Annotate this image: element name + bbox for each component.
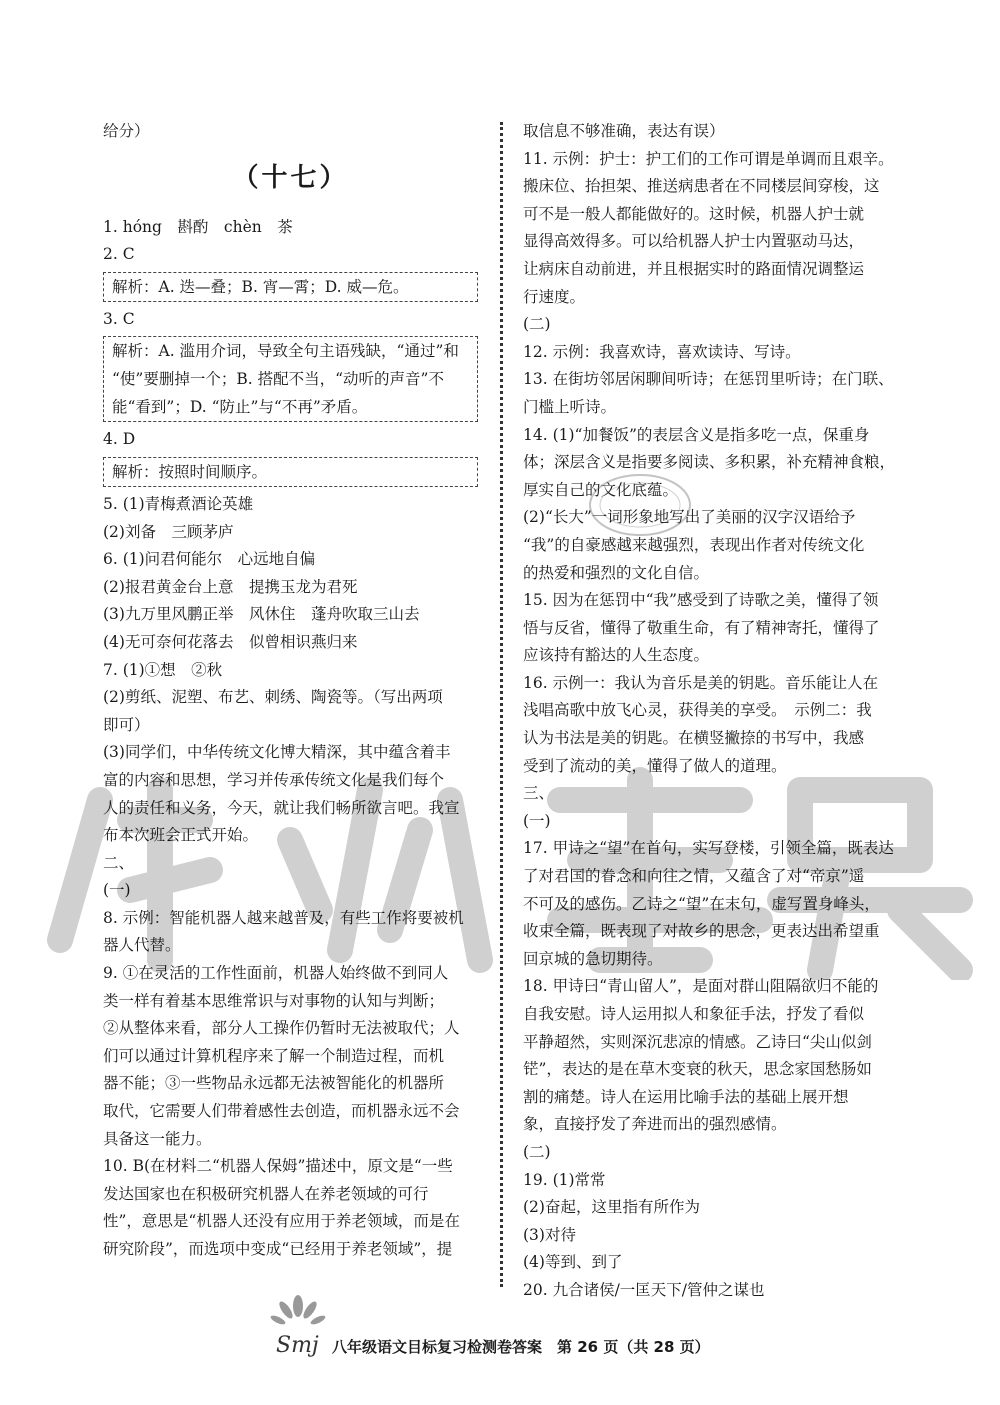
right-column [523,118,908,1305]
text-line: 可不是一般人都能做好的。这时候，机器人护士就 [523,204,865,223]
text-line: (2)“长大”一词形象地写出了美丽的汉字汉语给予 [523,508,856,527]
text-line: 的热爱和强烈的文化自信。 [523,563,710,582]
text-line: 类一样有着基本思维常识与对事物的认知与判断； [103,991,445,1010]
analysis-box-2 [103,272,478,302]
text-line: 9. ①在灵活的工作性面前，机器人始终做不到同人 [103,964,449,983]
text-line: 13. 在街坊邻居闲聊间听诗；在惩罚里听诗；在门联、 [523,370,894,389]
text-line: 6. (1)问君何能尔 心远地自偏 [103,550,316,569]
column-divider [500,122,503,1287]
text-line: 发达国家也在积极研究机器人在养老领域的可行 [103,1184,429,1203]
watermark-graphic [40,760,980,980]
analysis-box-3 [103,336,478,422]
text-line: 20. 九合诸侯/一匡天下/管仲之谋也 [523,1280,765,1299]
text-line: 15. 因为在惩罚中“我”感受到了诗歌之美，懂得了领 [523,591,879,610]
text-line: 割的痛楚。诗人在运用比喻手法的基础上展开想 [523,1087,849,1106]
section-title: （十七） [232,162,349,193]
analysis-box-4 [103,457,478,487]
text-line: (一) [103,881,131,900]
text-line: (2)奋起，这里指有所作为 [523,1198,700,1217]
text-line: 浅唱高歌中放飞心灵，获得美的享受。 示例二：我 [523,701,872,720]
text-line: 认为书法是美的钥匙。在横竖撇捺的书写中，我感 [523,729,865,748]
text-line: ②从整体来看，部分人工操作仍暂时无法被取代；人 [103,1019,460,1038]
text-line: 19. (1)常常 [523,1170,606,1189]
text-line: 布本次班会正式开始。 [103,826,259,845]
text-line: 了对君国的眷念和向往之情，又蕴含了对“帝京”遥 [523,867,865,886]
stamp-mark [585,470,695,540]
text-line: 行速度。 [523,287,586,306]
text-line: (3)同学们，中华传统文化博大精深，其中蕴含着丰 [103,743,451,762]
text-line: (3)对待 [523,1225,576,1244]
text-line: 应该持有豁达的人生态度。 [523,646,710,665]
text-line: 悟与反省，懂得了敬重生命，有了精神寄托，懂得了 [523,618,880,637]
text-line: (4)等到、到了 [523,1253,623,1272]
answer-4 [103,426,478,454]
text-line: 平静超然，实则深沉悲凉的情感。乙诗曰“尖山似剑 [523,1032,872,1051]
text-line: 器人代替。 [103,936,181,955]
text-line: 12. 示例：我喜欢诗，喜欢读诗、写诗。 [523,342,801,361]
text-line: 人的责任和义务，今天，就让我们畅所欲言吧。我宣 [103,798,460,817]
text-line: 能“看到”；D. “防止”与“不再”矛盾。 [112,398,368,417]
text-line: 研究阶段”，而选项中变成“已经用于养老领域”，提 [103,1240,453,1258]
text-line: 厚实自己的文化底蕴。 [523,480,679,499]
text-line: 让病床自动前进，并且根据实时的路面情况调整运 [523,259,865,278]
text-line: 7. (1)①想 ②秋 [103,660,223,679]
text-line: “我”的自豪感越来越强烈，表现出作者对传统文化 [523,535,865,554]
footer-text: 八年级语文目标复习检测卷答案 第 26 页（共 28 页） [332,1338,710,1356]
text-line: 取信息不够准确，表达有误） [523,122,725,140]
text-line: 搬床位、抬担架、推送病患者在不同楼层间穿梭，这 [523,177,880,196]
svg-text:Smj: Smj [276,1333,319,1358]
text-line: 2. C [103,245,135,264]
text-line: (二) [523,1142,551,1161]
left-column [103,118,478,1264]
text-line: 3. C [103,309,135,328]
text-line: 受到了流动的美，懂得了做人的道理。 [523,756,787,775]
text-line: 收束全篇，既表现了对故乡的思念，更表达出希望重 [523,922,880,941]
text-line: 14. (1)“加餐饭”的表层含义是指多吃一点，保重身 [523,425,870,444]
text-line: 11. 示例：护士：护工们的工作可谓是单调而且艰辛。 [523,149,894,168]
text-line: (二) [523,315,551,334]
text-line: (4)无可奈何花落去 似曾相识燕归来 [103,632,358,651]
text-line: 自我安慰。诗人运用拟人和象征手法，抒发了看似 [523,1005,865,1023]
answers-1-2 [103,214,478,269]
text-line: 体；深层含义是指要多阅读、多积累，补充精神食粮， [523,453,896,472]
text-line: 具备这一能力。 [103,1129,212,1148]
text-line: 们可以通过计算机程序来了解一个制造过程，而机 [103,1046,445,1065]
text-line: 门槛上听诗。 [523,397,617,416]
text-line: 17. 甲诗之“望”在首句，实写登楼，引领全篇，既表达 [523,839,894,858]
text-line: 铓”，表达的是在草木变衰的秋天，思念家国愁肠如 [523,1060,872,1079]
text-line: 8. 示例：智能机器人越来越普及，有些工作将要被机 [103,908,464,927]
page-footer [270,1292,790,1372]
left-top-lines [103,118,478,146]
text-line: 回京城的急切期待。 [523,949,663,968]
text-line: 象，直接抒发了奔进而出的强烈感情。 [523,1115,787,1134]
text-line: 解析：A. 滥用介词，导致全句主语残缺，“通过”和 [112,342,459,361]
text-line: 二、 [103,853,135,872]
text-line: 富的内容和思想，学习并传承传统文化是我们每个 [103,770,445,789]
text-line: (2)刘备 三顾茅庐 [103,522,234,541]
text-line: 不可及的感伤。乙诗之“望”在末句，虚写置身峰头， [523,894,880,913]
text-line: (2)报君黄金台上意 提携玉龙为君死 [103,577,358,596]
text-line: 性”，意思是“机器人还没有应用于养老领域，而是在 [103,1212,460,1231]
text-line: (2)剪纸、泥塑、布艺、刺绣、陶瓷等。（写出两项 [103,688,443,707]
text-line: (3)九万里风鹏正举 风休住 蓬舟吹取三山去 [103,605,420,624]
text-line: 给分） [103,122,150,140]
text-line: 显得高效得多。可以给机器人护士内置驱动马达， [523,232,865,251]
text-line: 16. 示例一：我认为音乐是美的钥匙。音乐能让人在 [523,673,879,692]
text-line: 取代，它需要人们带着感性去创造，而机器永远不会 [103,1102,460,1121]
answer-3 [103,306,478,334]
text-line: 18. 甲诗曰“青山留人”，是面对群山阻隔欲归不能的 [523,977,879,996]
text-line: 10. B(在材料二“机器人保姆”描述中，原文是“一些 [103,1157,453,1176]
text-line: “使”要删掉一个；B. 搭配不当，“动听的声音”不 [112,370,444,389]
text-line: 解析：A. 迭—叠；B. 宵—霄；D. 威—危。 [112,277,409,296]
text-line: 三、 [523,784,555,803]
text-line: (一) [523,811,551,830]
text-line: 4. D [103,430,136,449]
text-line: 器不能；③一些物品永远都无法被智能化的机器所 [103,1074,445,1093]
text-line: 解析：按照时间顺序。 [112,462,268,481]
logo-icon [270,1292,326,1362]
text-line: 1. hóng 斟酌 chèn 茶 [103,217,293,236]
text-line: 5. (1)青梅煮酒论英雄 [103,494,254,513]
text-line: 即可） [103,715,150,734]
